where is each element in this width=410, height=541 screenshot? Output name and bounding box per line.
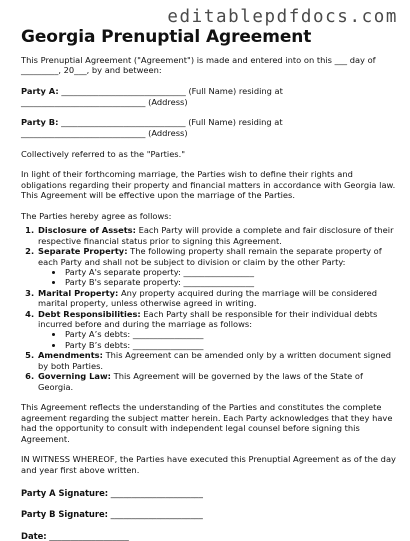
clause-disclosure: 1. Disclosure of Assets: Each Party will provide a complete and fair disclosure of their respective financial status prior to signing this Agreement. [37, 225, 399, 246]
party-b-block [21, 117, 399, 138]
document-title: Georgia Prenuptial Agreement [21, 27, 312, 47]
party-a-name-field[interactable]: ______________________________ (Full Name) residing at [58, 86, 283, 97]
party-a-signature-field[interactable]: ______________________ [108, 488, 203, 499]
separate-property-list [38, 267, 399, 288]
party-b-signature-field[interactable]: ______________________ [108, 509, 203, 520]
party-b-separate-property-field[interactable]: • Party B's separate property: _________________ [64, 277, 399, 287]
debts-list [38, 329, 399, 350]
party-a-label: Party A: [21, 86, 59, 97]
witness-paragraph: IN WITNESS WHEREOF, the Parties have executed this Prenuptial Agreement as of the day and year first above written. [21, 454, 396, 475]
closing-paragraph: This Agreement reflects the understanding of the Parties and constitutes the complete agreement regarding the subject matter herein. Each Party acknowledges that they have had the opportunity to consult with independent legal counsel before signing this Agreement. [21, 402, 393, 444]
collective-statement: Collectively referred to as the "Parties." [21, 148, 186, 159]
party-a-address-field[interactable]: ______________________________ (Address) [21, 96, 188, 107]
party-a-signature-row [21, 488, 399, 498]
clause-list [21, 225, 399, 392]
date-row [21, 531, 399, 541]
party-b-debts-field[interactable]: • Party B’s debts: _________________ [64, 340, 399, 350]
clause-amendments: 5. Amendments: This Agreement can be amended only by a written document signed by both Parties. [37, 350, 399, 371]
watermark: editablepdfdocs.com [167, 7, 398, 27]
agree-statement: The Parties hereby agree as follows: [21, 211, 172, 222]
party-b-signature-label: Party B Signature: [21, 509, 109, 520]
date-label: Date: [21, 530, 47, 541]
intro-line-2: _________, 20___, by and between: [21, 65, 162, 76]
document-body [21, 55, 399, 541]
clause-separate-property: 2. Separate Property: The following property shall remain the separate property of each Party and shall not be subject to division or claim by the other Party: • Party A's separate property: _________________ • Party B's separate property: _________________ [37, 246, 399, 288]
party-b-label: Party B: [21, 117, 59, 128]
party-b-address-field[interactable]: ______________________________ (Address) [21, 127, 188, 138]
party-a-debts-field[interactable]: • Party A’s debts: _________________ [64, 329, 399, 339]
clause-debt-responsibilities: 4. Debt Responsibilities: Each Party shall be responsible for their individual debts incurred before and during the marriage as follows: • Party A’s debts: _________________ • Party B’s debts: _________________ [37, 309, 399, 351]
party-b-name-field[interactable]: ______________________________ (Full Name) residing at [58, 117, 283, 128]
intro-line-1: This Prenuptial Agreement ("Agreement") is made and entered into on this ___ day of [21, 55, 376, 65]
intro-paragraph [21, 55, 399, 76]
party-a-signature-label: Party A Signature: [21, 488, 109, 499]
party-a-separate-property-field[interactable]: • Party A's separate property: _________________ [64, 267, 399, 277]
clause-marital-property: 3. Marital Property: Any property acquired during the marriage will be considered marital property, unless otherwise agreed in writing. [37, 288, 399, 309]
clause-governing-law: 6. Governing Law: This Agreement will be governed by the laws of the State of Georgia. [37, 371, 399, 392]
recital-paragraph: In light of their forthcoming marriage, the Parties wish to define their rights and obligations regarding their property and financial matters in accordance with Georgia law. This Agreement will be effective upon the marriage of the Parties. [21, 169, 396, 201]
party-a-block [21, 86, 399, 107]
party-b-signature-row [21, 509, 399, 519]
date-field[interactable]: ___________________ [46, 530, 129, 541]
